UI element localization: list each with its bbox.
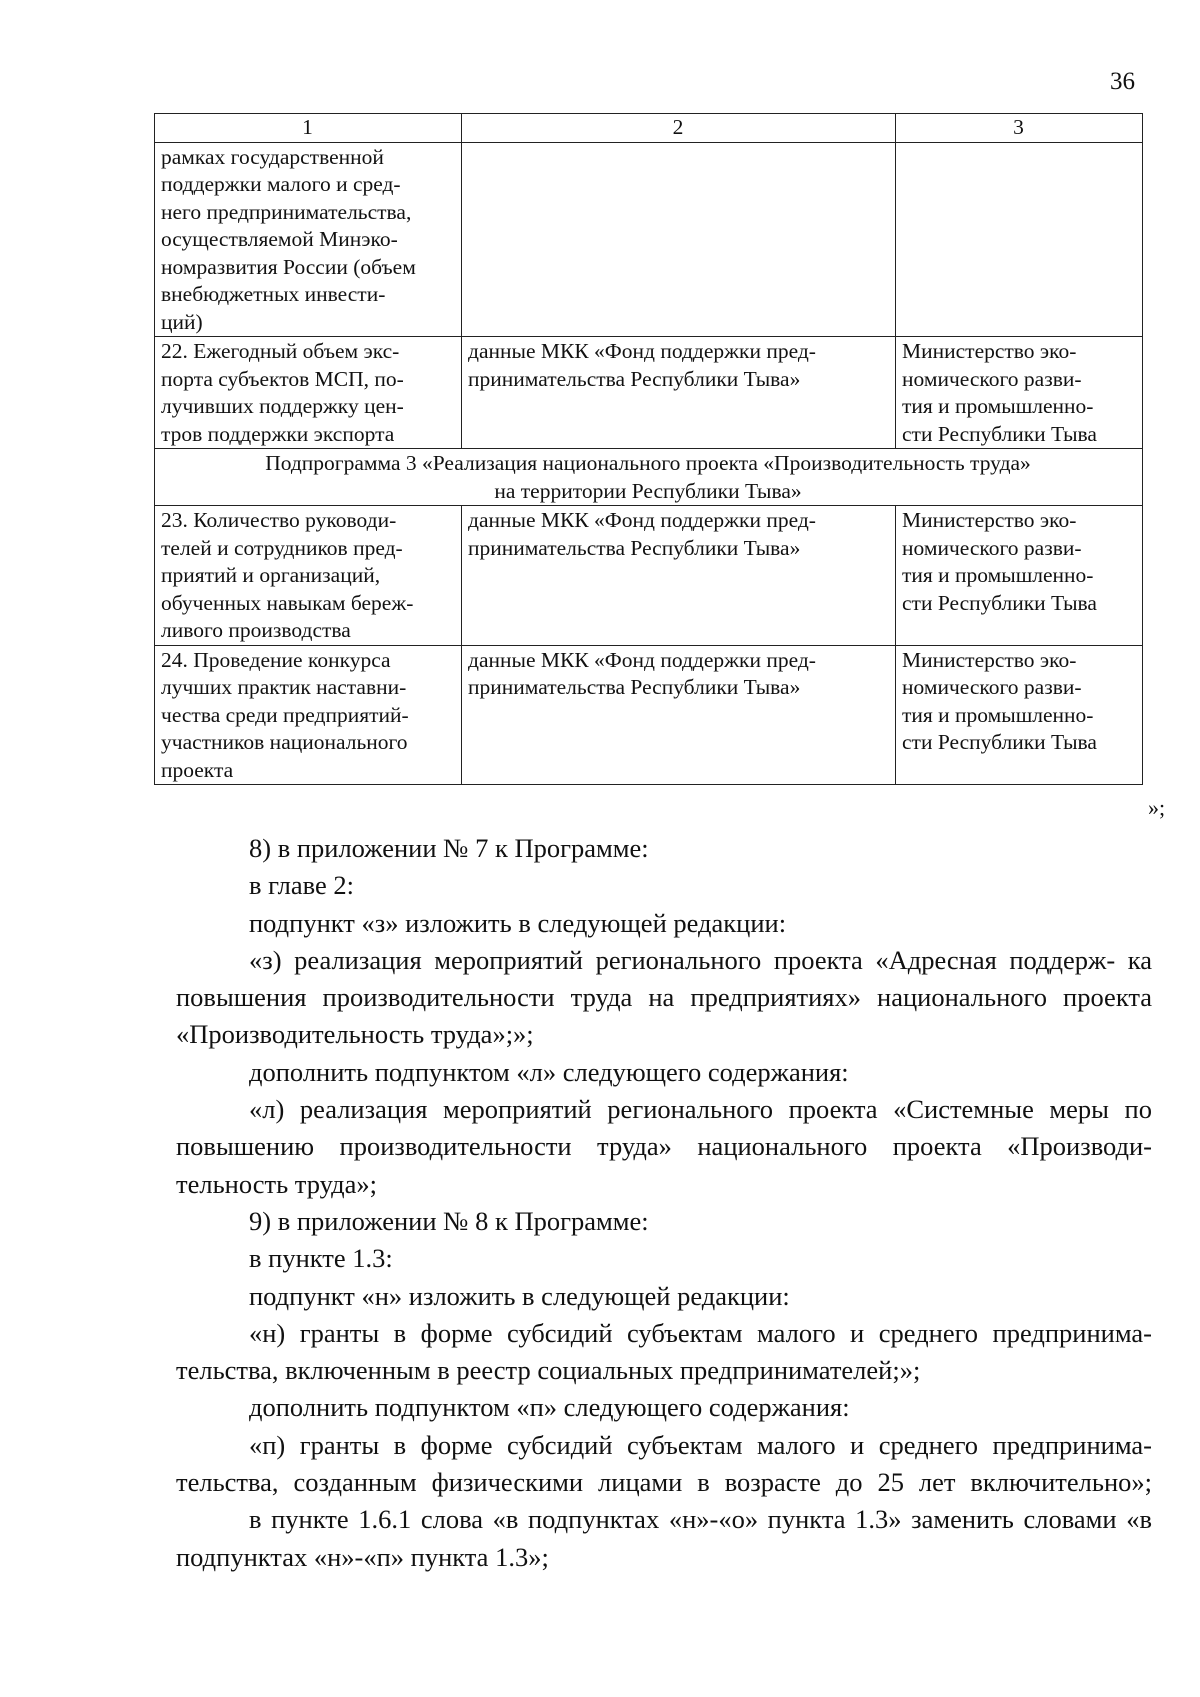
cell-line: 24. Проведение конкурса [161, 647, 391, 672]
cell-line: тия и промышленно- [902, 702, 1094, 727]
cell-line: принимательства Республики Тыва» [468, 675, 801, 699]
cell-line: обученных навыкам береж- [161, 590, 414, 615]
cell-line: Подпрограмма 3 «Реализация национального проекта «Производительность труда» [265, 451, 1031, 475]
paragraph [176, 1240, 1152, 1277]
indicators-table [154, 113, 1143, 785]
cell-line: принимательства Республики Тыва» [468, 366, 801, 391]
cell-line: порта субъектов МСП, по- [161, 366, 404, 391]
source-cell [462, 142, 896, 337]
indicator-cell [155, 337, 462, 449]
cell-line: принимательства Республики Тыва» [468, 535, 801, 560]
cell-line: участников национального [161, 730, 408, 754]
cell-line: тия и промышленно- [902, 394, 1094, 418]
cell-line: лучивших поддержку цен- [161, 394, 404, 418]
paragraph [176, 1389, 1152, 1426]
cell-line: 23. Количество руководи- [161, 508, 397, 532]
cell-line: сти Республики Тыва [902, 590, 1097, 615]
cell-line: Министерство эко- [902, 647, 1077, 672]
paragraph-line: «н) гранты в форме субсидий субъектам малого и среднего предпринима- [249, 1317, 1152, 1348]
cell-line: чества среди предприятий- [161, 702, 409, 727]
cell-line: телей и сотрудников пред- [161, 535, 403, 560]
cell-line: на территории Республики Тыва» [494, 478, 802, 503]
cell-line: номразвития России (объем [161, 254, 416, 279]
responsible-cell [896, 337, 1143, 449]
paragraph [176, 1091, 1152, 1203]
cell-line: ций) [161, 309, 203, 334]
paragraph [176, 867, 1152, 904]
cell-line: внебюджетных инвести- [161, 282, 386, 306]
cell-line: номического разви- [902, 675, 1082, 699]
source-cell [462, 645, 896, 785]
responsible-cell [896, 506, 1143, 646]
cell-line: лучших практик наставни- [161, 675, 407, 699]
paragraph-line: ка повышения производительности труда на предприятиях» национального [176, 944, 1152, 1013]
paragraph [176, 1278, 1152, 1315]
column-header: 3 [896, 114, 1143, 143]
paragraph-line: подпункт «з» изложить в следующей редакции: [249, 907, 787, 938]
cell-line: данные МКК «Фонд поддержки пред- [468, 508, 816, 532]
cell-line: Министерство эко- [902, 339, 1077, 363]
paragraph-line: тельность труда»; [176, 1168, 378, 1199]
indicator-cell [155, 506, 462, 646]
source-cell [462, 337, 896, 449]
cell-line: рамках государственной [161, 144, 384, 169]
column-header: 1 [155, 114, 462, 143]
cell-line: сти Республики Тыва [902, 730, 1097, 754]
paragraph-line: «в подпунктах «н»-«п» пункта 1.3»; [176, 1504, 1153, 1572]
paragraph-line: в главе 2: [249, 870, 355, 901]
paragraph-line: подпункт «н» изложить в следующей редакции: [249, 1280, 790, 1311]
paragraph-line: 8) в приложении № 7 к Программе: [249, 833, 649, 863]
page-number: 36 [1110, 68, 1135, 95]
paragraph [176, 1315, 1152, 1390]
cell-line: проекта [161, 757, 234, 782]
paragraph [176, 942, 1152, 1054]
table-row [155, 645, 1143, 785]
cell-line: 22. Ежегодный объем экс- [161, 339, 400, 363]
paragraph [176, 1054, 1152, 1091]
paragraph-line: дополнить подпунктом «п» следующего содержания: [249, 1392, 850, 1423]
paragraph-line: тельства, созданным физическими лицами в возрасте до 25 лет включительно»; [176, 1467, 1152, 1498]
subprogram-row [155, 449, 1143, 506]
paragraph-line: «п) гранты в форме субсидий субъектам малого и среднего предпринима- [249, 1429, 1152, 1460]
paragraph [176, 830, 1152, 867]
cell-line: номического разви- [902, 366, 1082, 391]
paragraph [176, 1427, 1152, 1502]
paragraph-line: в пункте 1.3: [249, 1243, 393, 1274]
paragraph-line: проекта «Производительность труда»;»; [176, 982, 1153, 1050]
responsible-cell [896, 142, 1143, 337]
cell-line: тров поддержки экспорта [161, 421, 395, 446]
column-header: 2 [462, 114, 896, 143]
source-cell [462, 506, 896, 646]
closing-quote-mark: »; [1148, 795, 1166, 820]
paragraph-line: «л) реализация мероприятий регионального проекта «Системные меры по [249, 1094, 1152, 1125]
table-row [155, 337, 1143, 449]
cell-line: приятий и организаций, [161, 563, 381, 587]
cell-line: тия и промышленно- [902, 563, 1094, 587]
indicator-cell [155, 142, 462, 337]
cell-line: ливого производства [161, 618, 351, 642]
cell-line: поддержки малого и сред- [161, 172, 401, 196]
paragraph-line: 9) в приложении № 8 к Программе: [249, 1205, 649, 1236]
table-row [155, 506, 1143, 646]
paragraph [176, 1203, 1152, 1240]
subprogram-title [155, 449, 1143, 506]
cell-line: номического разви- [902, 535, 1082, 560]
paragraph [176, 905, 1152, 942]
body-text [176, 830, 1152, 1576]
cell-line: него предпринимательства, [161, 199, 412, 224]
paragraph [176, 1501, 1152, 1576]
paragraph-line: повышению производительности труда» национального проекта «Производи- [176, 1131, 1152, 1162]
cell-line: Министерство эко- [902, 508, 1077, 532]
cell-line: данные МКК «Фонд поддержки пред- [468, 339, 816, 363]
paragraph-line: «з) реализация мероприятий регионального проекта «Адресная поддерж- [249, 944, 1116, 975]
paragraph-line: дополнить подпунктом «л» следующего содержания: [249, 1056, 849, 1087]
paragraph-line: тельства, включенным в реестр социальных предпринимателей;»; [176, 1355, 921, 1386]
responsible-cell [896, 645, 1143, 785]
cell-line: данные МКК «Фонд поддержки пред- [468, 647, 816, 672]
cell-line: осуществляемой Минэко- [161, 227, 398, 251]
indicator-cell [155, 645, 462, 785]
paragraph-line: в пункте 1.6.1 слова «в подпунктах «н»-«о» пункта 1.3» заменить словами [249, 1504, 1117, 1535]
table-row [155, 142, 1143, 337]
table-header-row [155, 114, 1143, 143]
cell-line: сти Республики Тыва [902, 421, 1097, 446]
